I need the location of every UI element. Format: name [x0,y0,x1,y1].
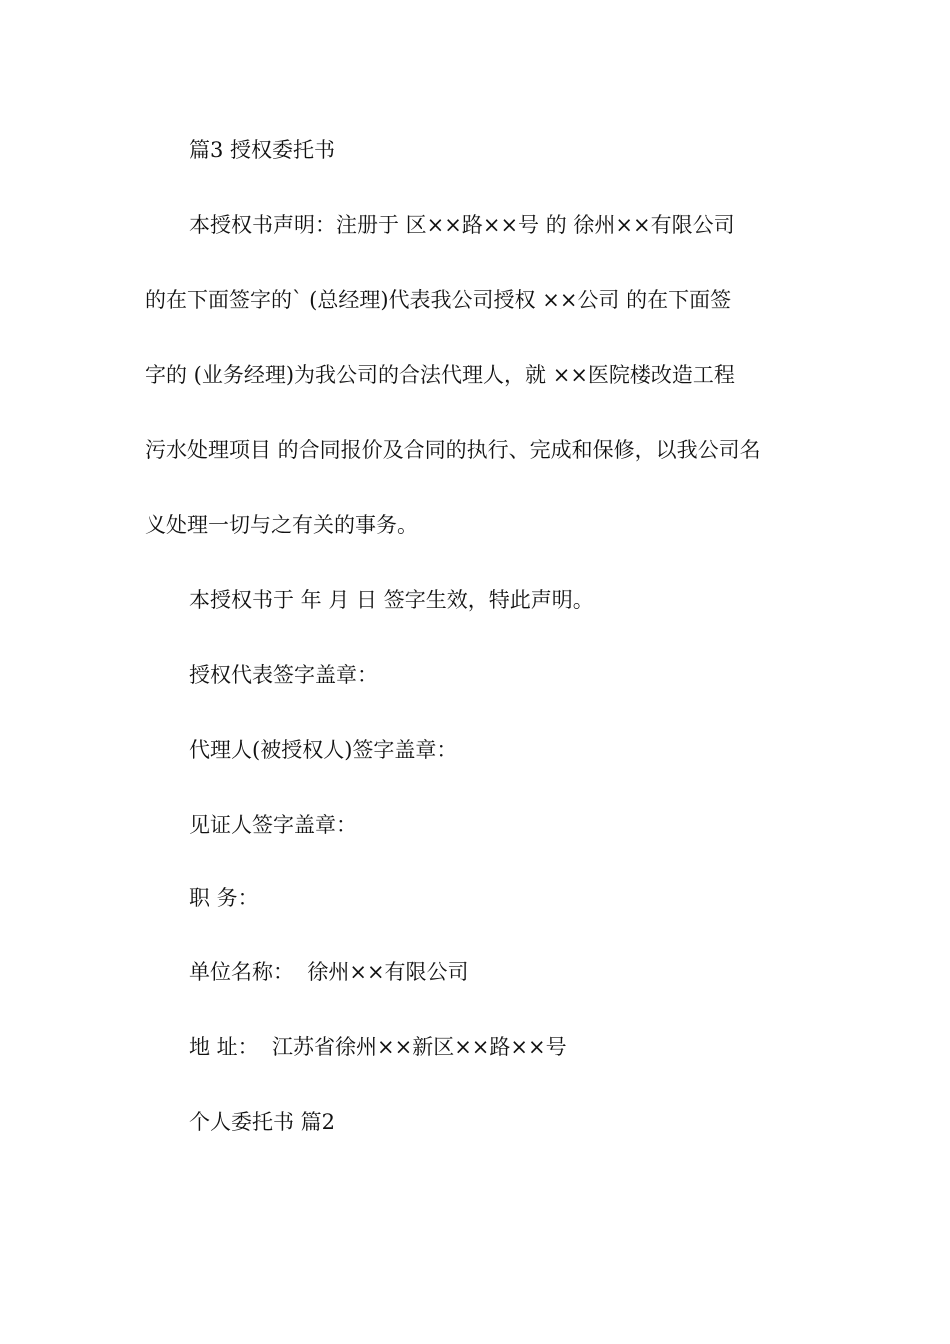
address: 地 址： 江苏省徐州××新区××路××号 [189,1035,567,1059]
effective-statement: 本授权书于 年 月 日 签字生效，特此声明。 [189,588,594,612]
paragraph-line: 污水处理项目 的合同报价及合同的执行、完成和保修，以我公司名 [145,438,761,462]
paragraph-line: 本授权书声明：注册于 区××路××号 的 徐州××有限公司 [189,213,735,237]
paragraph-line: 的在下面签字的` (总经理)代表我公司授权 ××公司 的在下面签 [145,288,732,312]
position-label: 职 务： [189,886,259,910]
document-title: 篇3 授权委托书 [189,138,336,162]
agent-signature: 代理人(被授权人)签字盖章： [189,738,458,762]
paragraph-line: 义处理一切与之有关的事务。 [145,513,418,537]
paragraph-line: 字的 (业务经理)为我公司的合法代理人，就 ××医院楼改造工程 [145,363,735,387]
authorized-rep-signature: 授权代表签字盖章： [189,663,378,687]
witness-signature: 见证人签字盖章： [189,813,357,837]
unit-name: 单位名称： 徐州××有限公司 [189,960,469,984]
next-section-heading: 个人委托书 篇2 [189,1110,336,1134]
